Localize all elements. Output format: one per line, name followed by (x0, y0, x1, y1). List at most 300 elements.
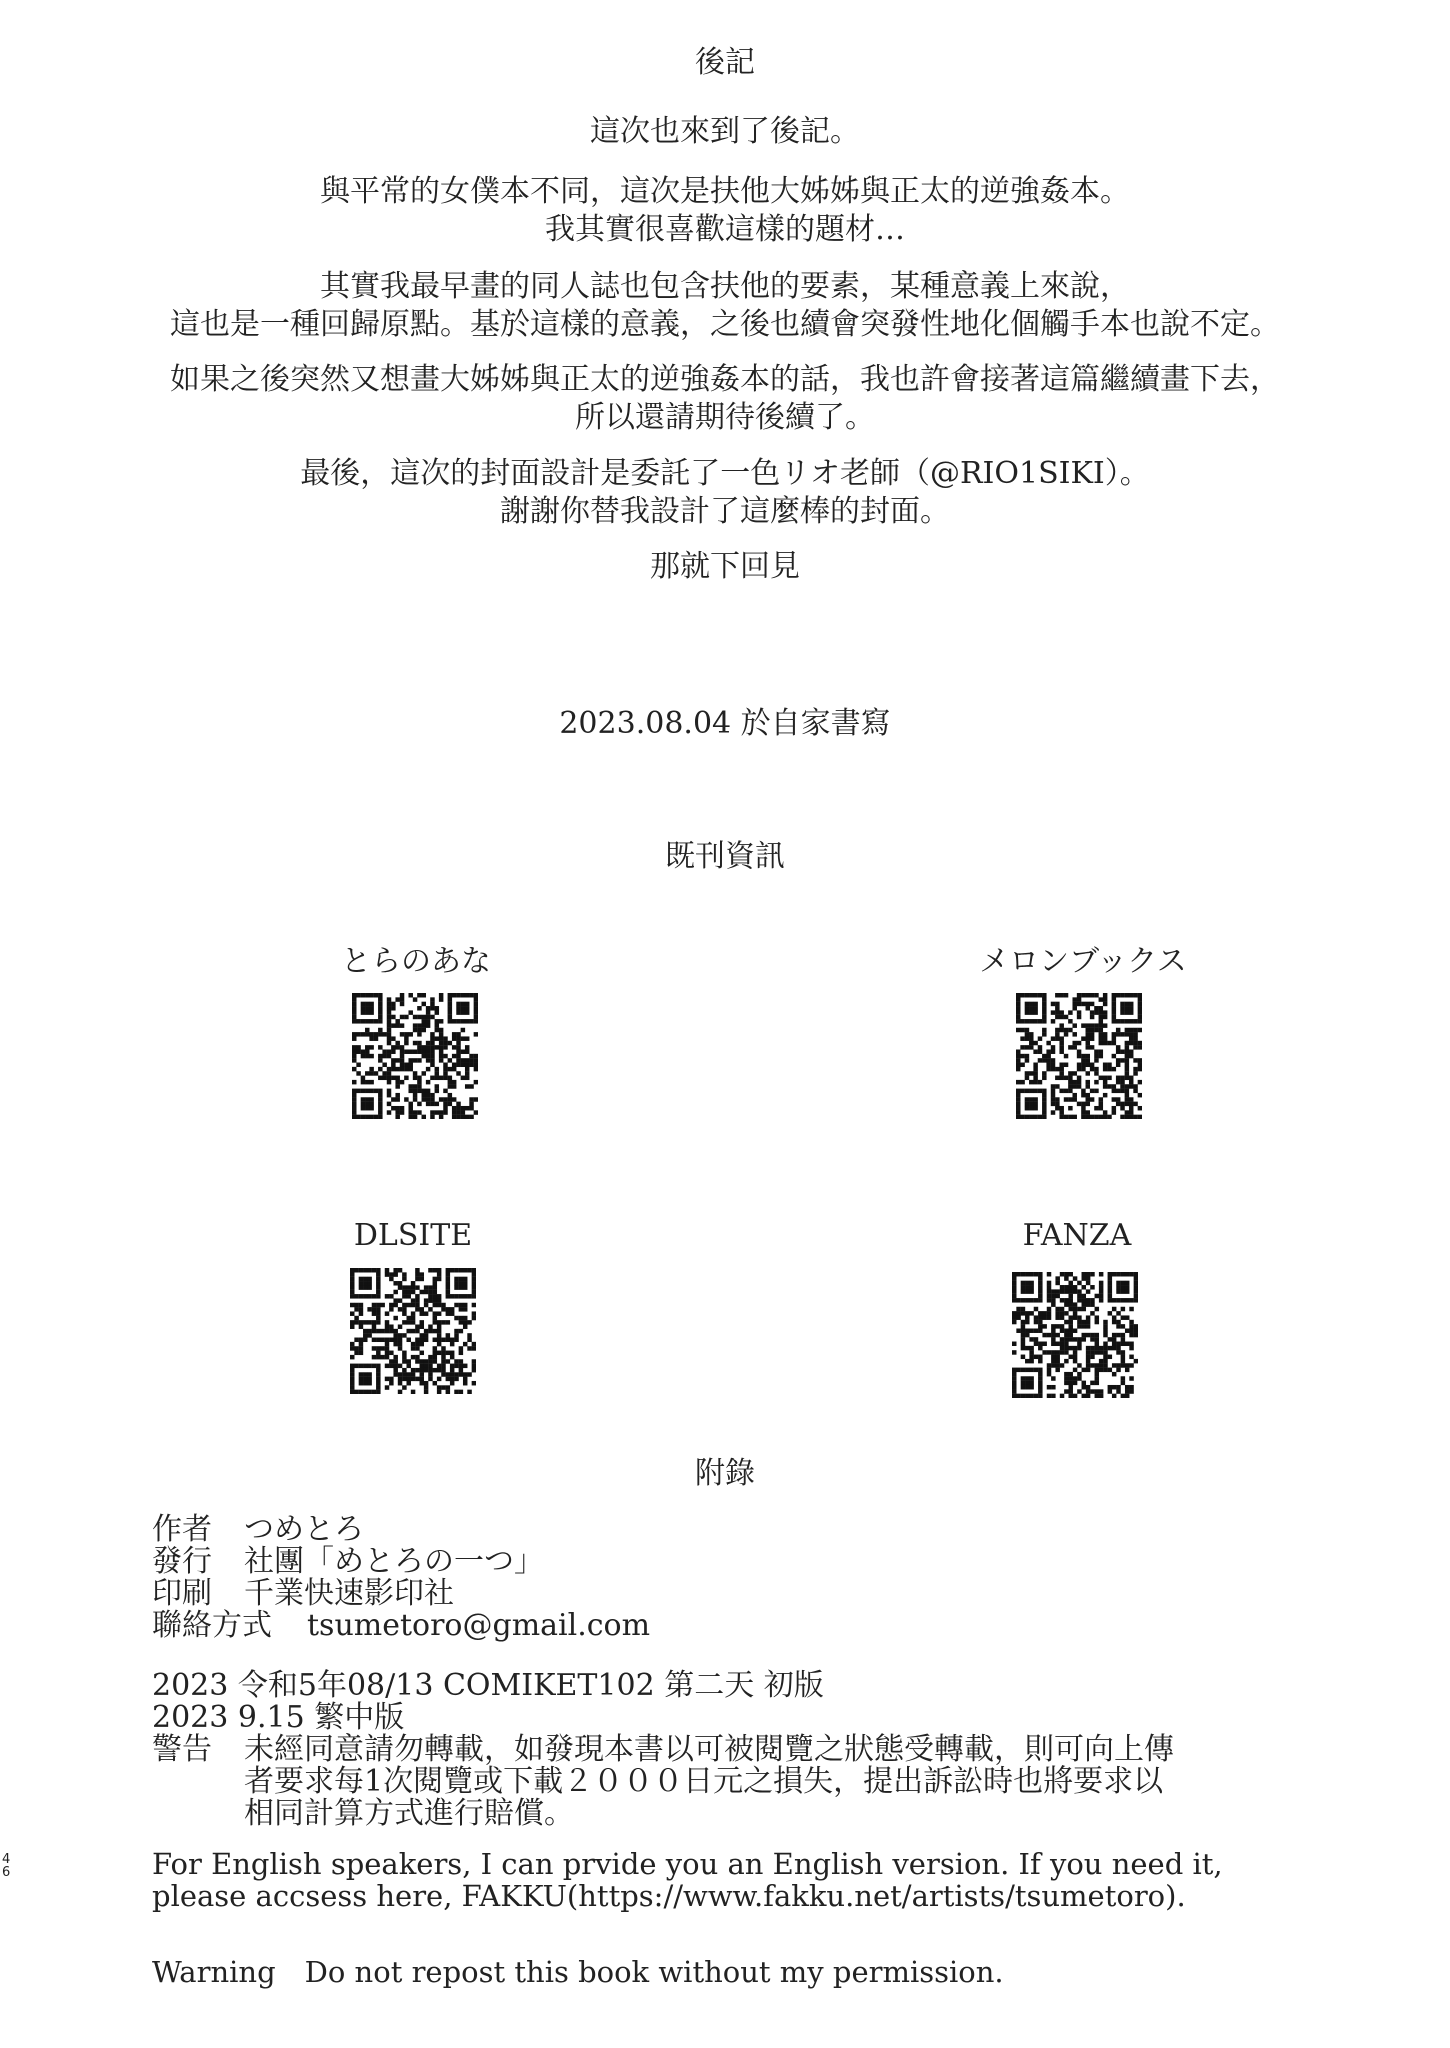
qr-module (395, 1019, 399, 1023)
qr-module (1099, 1019, 1103, 1023)
qr-module (1029, 1097, 1033, 1101)
qr-module (1068, 1385, 1072, 1389)
qr-module (367, 1333, 371, 1337)
qr-module (359, 1268, 363, 1272)
shop-label-toranoana: とらのあな (341, 944, 491, 979)
qr-module (1029, 1002, 1033, 1006)
qr-module (1077, 1337, 1081, 1341)
qr-module (1094, 1028, 1098, 1032)
qr-module (474, 1080, 478, 1084)
qr-module (1120, 1032, 1124, 1036)
qr-module (424, 1385, 428, 1389)
qr-module (1042, 1102, 1046, 1106)
qr-module (435, 1071, 439, 1075)
qr-module (400, 1106, 404, 1110)
qr-module (1064, 1115, 1068, 1119)
qr-module (456, 1041, 460, 1045)
qr-module (463, 1277, 467, 1281)
qr-module (1016, 997, 1020, 1001)
qr-module (422, 1097, 426, 1101)
qr-module (1073, 1376, 1077, 1380)
qr-module (415, 1359, 419, 1363)
qr-module (435, 1006, 439, 1010)
qr-module (417, 1028, 421, 1032)
qr-module (446, 1307, 450, 1311)
qr-module (1125, 1385, 1129, 1389)
qr-module (1081, 993, 1085, 997)
qr-module (437, 1390, 441, 1394)
qr-module (404, 1063, 408, 1067)
qr-module (424, 1359, 428, 1363)
qr-module (1125, 1041, 1129, 1045)
qr-module (411, 1368, 415, 1372)
qr-module (395, 1097, 399, 1101)
qr-code-icon[interactable] (1016, 993, 1142, 1119)
qr-module (465, 1049, 469, 1053)
qr-module (1081, 1054, 1085, 1058)
qr-module (437, 1268, 441, 1272)
qr-module (1047, 1294, 1051, 1298)
qr-module (1125, 1093, 1129, 1097)
qr-module (1038, 1115, 1042, 1119)
qr-module (1116, 1368, 1120, 1372)
qr-module (1029, 1019, 1033, 1023)
qr-module (461, 1076, 465, 1080)
qr-module (1116, 993, 1120, 997)
qr-module (450, 1307, 454, 1311)
qr-module (1116, 1089, 1120, 1093)
qr-module (1116, 1028, 1120, 1032)
qr-module (1086, 1333, 1090, 1337)
qr-module (448, 1093, 452, 1097)
qr-module (1060, 1363, 1064, 1367)
qr-module (1025, 1376, 1029, 1380)
qr-code-icon[interactable] (352, 993, 478, 1119)
qr-module (398, 1333, 402, 1337)
qr-module (1082, 1272, 1086, 1276)
qr-module (1095, 1376, 1099, 1380)
qr-module (354, 1338, 358, 1342)
qr-module (1055, 1359, 1059, 1363)
qr-module (1034, 1272, 1038, 1276)
qr-module (1077, 1315, 1081, 1319)
qr-module (422, 1015, 426, 1019)
qr-module (393, 1268, 397, 1272)
qr-module (1072, 1006, 1076, 1010)
qr-module (1038, 1089, 1042, 1093)
qr-module (435, 1010, 439, 1014)
credit-row (152, 1610, 650, 1642)
qr-module (1072, 1093, 1076, 1097)
qr-module (406, 1372, 410, 1376)
qr-module (461, 1106, 465, 1110)
qr-module (363, 1294, 367, 1298)
qr-code-icon[interactable] (1012, 1272, 1138, 1398)
qr-module (1042, 1015, 1046, 1019)
qr-module (391, 1006, 395, 1010)
qr-module (1055, 1324, 1059, 1328)
qr-module (1038, 1315, 1042, 1319)
qr-module (367, 1307, 371, 1311)
qr-module (1072, 1023, 1076, 1027)
qr-module (1034, 1315, 1038, 1319)
qr-module (1068, 1333, 1072, 1337)
qr-module (430, 1036, 434, 1040)
qr-module (352, 1010, 356, 1014)
qr-module (400, 1063, 404, 1067)
qr-module (413, 1115, 417, 1119)
qr-module (350, 1303, 354, 1307)
qr-module (1038, 1272, 1042, 1276)
qr-module (391, 1097, 395, 1101)
qr-module (1134, 1281, 1138, 1285)
qr-module (441, 1355, 445, 1359)
qr-module (1116, 1311, 1120, 1315)
qr-module (443, 1097, 447, 1101)
qr-module (433, 1359, 437, 1363)
qr-module (387, 1054, 391, 1058)
qr-module (1060, 1342, 1064, 1346)
qr-module (378, 1006, 382, 1010)
qr-module (363, 1268, 367, 1272)
qr-module (1055, 1311, 1059, 1315)
qr-module (365, 1106, 369, 1110)
qr-module (1112, 1006, 1116, 1010)
qr-module (408, 1058, 412, 1062)
qr-module (1081, 1063, 1085, 1067)
credit-label: 印刷 (152, 1576, 212, 1611)
qr-module (1055, 1028, 1059, 1032)
qr-module (1103, 1080, 1107, 1084)
qr-module (1121, 1355, 1125, 1359)
qr-module (363, 1333, 367, 1337)
qr-module (1094, 1067, 1098, 1071)
qr-module (454, 1294, 458, 1298)
qr-module (352, 1036, 356, 1040)
qr-module (1064, 1376, 1068, 1380)
qr-module (426, 1041, 430, 1045)
qr-module (1086, 1350, 1090, 1354)
qr-module (382, 1063, 386, 1067)
qr-module (1108, 1337, 1112, 1341)
qr-module (1033, 1049, 1037, 1053)
qr-module (456, 1010, 460, 1014)
qr-module (415, 1342, 419, 1346)
qr-module (1121, 1350, 1125, 1354)
qr-module (465, 1076, 469, 1080)
qr-module (1038, 1376, 1042, 1380)
qr-module (426, 1015, 430, 1019)
qr-module (1029, 1010, 1033, 1014)
qr-module (1108, 1276, 1112, 1280)
qr-module (1116, 1076, 1120, 1080)
qr-module (441, 1346, 445, 1350)
qr-module (1055, 1102, 1059, 1106)
qr-module (1116, 1272, 1120, 1276)
qr-module (1120, 1058, 1124, 1062)
qr-module (1068, 1328, 1072, 1332)
qr-module (461, 1115, 465, 1119)
qr-module (1125, 1002, 1129, 1006)
qr-module (420, 1307, 424, 1311)
qr-module (1107, 1063, 1111, 1067)
qr-module (1055, 1067, 1059, 1071)
qr-module (359, 1364, 363, 1368)
qr-module (452, 1097, 456, 1101)
qr-module (1099, 1049, 1103, 1053)
qr-module (426, 1102, 430, 1106)
qr-module (1103, 1359, 1107, 1363)
qr-module (424, 1298, 428, 1302)
qr-module (1060, 1272, 1064, 1276)
qr-module (469, 993, 473, 997)
qr-module (372, 1346, 376, 1350)
qr-module (420, 1372, 424, 1376)
qr-module (1125, 1102, 1129, 1106)
qr-module (1029, 1337, 1033, 1341)
qr-module (367, 1390, 371, 1394)
qr-module (1121, 1281, 1125, 1285)
qr-module (374, 1089, 378, 1093)
qr-module (1025, 1333, 1029, 1337)
qr-module (1112, 1385, 1116, 1389)
qr-module (376, 1346, 380, 1350)
qr-module (1059, 1115, 1063, 1119)
qr-module (1020, 1028, 1024, 1032)
qr-module (472, 1364, 476, 1368)
qr-module (430, 1110, 434, 1114)
qr-module (352, 1006, 356, 1010)
qr-module (385, 1329, 389, 1333)
qr-module (1094, 1054, 1098, 1058)
qr-module (1068, 1376, 1072, 1380)
qr-module (1038, 1036, 1042, 1040)
qr-module (1103, 1067, 1107, 1071)
qr-module (467, 1294, 471, 1298)
qr-module (406, 1359, 410, 1363)
qr-module (389, 1272, 393, 1276)
qr-module (465, 993, 469, 997)
qr-module (361, 1097, 365, 1101)
qr-module (1012, 1350, 1016, 1354)
qr-module (413, 1093, 417, 1097)
qr-module (376, 1338, 380, 1342)
qr-module (1095, 1337, 1099, 1341)
qr-module (1012, 1285, 1016, 1289)
qr-module (350, 1342, 354, 1346)
qr-module (1138, 1115, 1142, 1119)
qr-module (1090, 1067, 1094, 1071)
qr-module (1042, 1315, 1046, 1319)
qr-module (450, 1368, 454, 1372)
qr-module (391, 1045, 395, 1049)
qr-module (1033, 993, 1037, 997)
qr-module (1021, 1285, 1025, 1289)
qr-module (426, 1045, 430, 1049)
qr-module (408, 1010, 412, 1014)
qr-module (1046, 1041, 1050, 1045)
qr-module (395, 1023, 399, 1027)
qr-module (1125, 1006, 1129, 1010)
qr-module (387, 1028, 391, 1032)
qr-module (393, 1316, 397, 1320)
qr-module (395, 1041, 399, 1045)
qr-module (391, 1049, 395, 1053)
credit-value: 社團「めとろの一つ」 (244, 1544, 544, 1579)
qr-module (1064, 1097, 1068, 1101)
qr-module (1090, 1032, 1094, 1036)
qr-module (1038, 1049, 1042, 1053)
qr-module (1055, 1032, 1059, 1036)
qr-module (1103, 1324, 1107, 1328)
qr-module (1029, 1115, 1033, 1119)
qr-module (1086, 1045, 1090, 1049)
credit-value: 千業快速影印社 (244, 1576, 454, 1611)
qr-module (1051, 1333, 1055, 1337)
afterword-paragraph-5 (0, 455, 1450, 531)
qr-module (352, 1097, 356, 1101)
qr-module (387, 1080, 391, 1084)
qr-module (415, 1338, 419, 1342)
qr-module (1060, 1346, 1064, 1350)
qr-module (463, 1342, 467, 1346)
qr-module (1038, 1385, 1042, 1389)
qr-module (443, 1041, 447, 1045)
qr-module (1059, 1106, 1063, 1110)
qr-module (439, 1054, 443, 1058)
qr-module (385, 1377, 389, 1381)
afterword-line: 這也是一種回歸原點。基於這樣的意義，之後也續會突發性地化個觸手本也說不定。 (170, 307, 1280, 342)
qr-module (1064, 1054, 1068, 1058)
qr-module (1029, 1311, 1033, 1315)
qr-module (1120, 1080, 1124, 1084)
qr-module (354, 1390, 358, 1394)
qr-module (1025, 1315, 1029, 1319)
qr-module (1025, 1010, 1029, 1014)
qr-code-icon[interactable] (350, 1268, 476, 1394)
qr-module (1133, 1115, 1137, 1119)
qr-module (352, 1002, 356, 1006)
qr-module (408, 993, 412, 997)
qr-module (467, 1390, 471, 1394)
qr-module (402, 1333, 406, 1337)
qr-module (1068, 1097, 1072, 1101)
qr-module (450, 1377, 454, 1381)
qr-module (1099, 1359, 1103, 1363)
qr-module (1120, 993, 1124, 997)
qr-module (1064, 1285, 1068, 1289)
qr-module (1072, 997, 1076, 1001)
qr-module (1133, 1089, 1137, 1093)
qr-module (1077, 1076, 1081, 1080)
qr-module (356, 1115, 360, 1119)
qr-module (365, 1006, 369, 1010)
qr-module (1047, 1350, 1051, 1354)
qr-module (1016, 1063, 1020, 1067)
qr-module (1021, 1385, 1025, 1389)
qr-module (1108, 1385, 1112, 1389)
qr-module (1138, 1019, 1142, 1023)
qr-module (400, 1067, 404, 1071)
qr-module (378, 1102, 382, 1106)
qr-module (1086, 1002, 1090, 1006)
qr-module (415, 1377, 419, 1381)
qr-module (378, 1045, 382, 1049)
qr-module (441, 1320, 445, 1324)
appendix-heading: 附錄 (695, 1456, 755, 1491)
qr-module (1125, 1110, 1129, 1114)
qr-module (1121, 1298, 1125, 1302)
qr-module (430, 1054, 434, 1058)
qr-module (1047, 1372, 1051, 1376)
qr-module (354, 1346, 358, 1350)
qr-module (1064, 1359, 1068, 1363)
qr-module (446, 1311, 450, 1315)
qr-module (1081, 1102, 1085, 1106)
qr-module (1034, 1307, 1038, 1311)
qr-module (448, 1010, 452, 1014)
qr-module (372, 1355, 376, 1359)
qr-module (402, 1277, 406, 1281)
edition-block (152, 1670, 1174, 1830)
qr-module (456, 1006, 460, 1010)
qr-module (424, 1390, 428, 1394)
qr-module (1016, 1368, 1020, 1372)
qr-module (378, 993, 382, 997)
qr-module (1025, 1272, 1029, 1276)
qr-module (1129, 1032, 1133, 1036)
qr-module (1060, 1315, 1064, 1319)
qr-module (395, 1106, 399, 1110)
qr-module (385, 1342, 389, 1346)
qr-module (389, 1303, 393, 1307)
qr-module (1073, 1355, 1077, 1359)
qr-module (367, 1329, 371, 1333)
qr-module (1047, 1285, 1051, 1289)
qr-module (1042, 1019, 1046, 1023)
qr-module (1081, 1115, 1085, 1119)
qr-module (1051, 1294, 1055, 1298)
qr-module (435, 1067, 439, 1071)
qr-module (456, 1058, 460, 1062)
qr-module (1103, 1368, 1107, 1372)
qr-module (417, 1045, 421, 1049)
qr-module (393, 1329, 397, 1333)
qr-module (465, 1019, 469, 1023)
qr-module (1095, 1394, 1099, 1398)
qr-module (1025, 1106, 1029, 1110)
qr-module (1099, 1015, 1103, 1019)
qr-module (1021, 1272, 1025, 1276)
qr-module (1064, 1311, 1068, 1315)
qr-module (378, 1115, 382, 1119)
qr-module (426, 1067, 430, 1071)
qr-module (1029, 1032, 1033, 1036)
afterword-line: 所以還請期待後續了。 (575, 400, 875, 435)
qr-module (1055, 1368, 1059, 1372)
qr-module (361, 1102, 365, 1106)
qr-module (369, 1097, 373, 1101)
qr-module (439, 997, 443, 1001)
qr-module (1029, 1346, 1033, 1350)
qr-module (1055, 993, 1059, 997)
qr-module (378, 1058, 382, 1062)
qr-module (387, 1015, 391, 1019)
qr-module (369, 1006, 373, 1010)
qr-module (443, 1076, 447, 1080)
qr-module (1033, 1106, 1037, 1110)
qr-module (437, 1324, 441, 1328)
